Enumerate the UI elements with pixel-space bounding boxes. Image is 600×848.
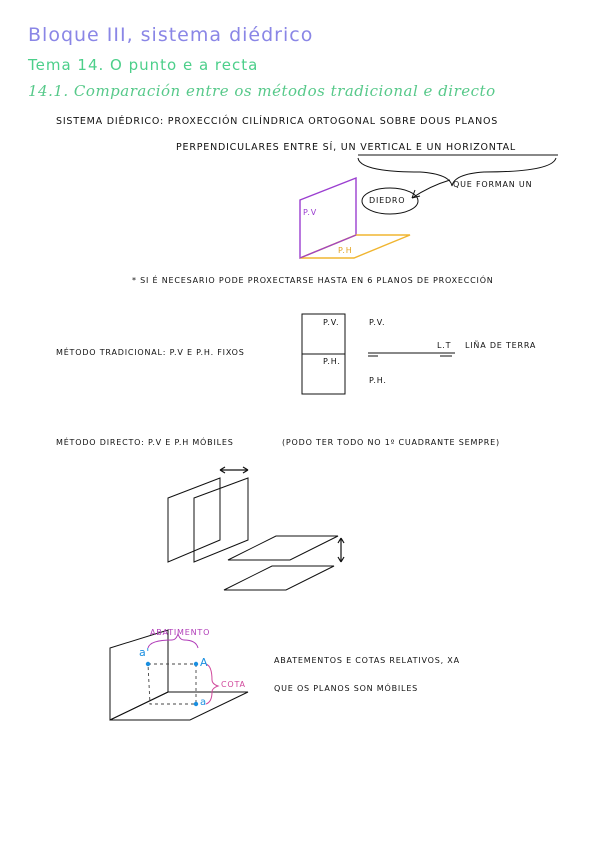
topic-heading: Tema 14. O punto e a recta [28, 56, 259, 74]
block-heading: Bloque III, sistema diédrico [28, 24, 314, 46]
a-prime-label: a' [139, 646, 150, 659]
direct-label: MÉTODO DIRECTO: P.V E P.H MÓBILES [56, 438, 234, 447]
planes-note: * SI É NECESARIO PODE PROXECTARSE HASTA EN 6 PLANOS DE PROXECCIÓN [132, 276, 494, 285]
point-A [194, 662, 198, 666]
a-label: a [200, 697, 207, 708]
cota-label: COTA [221, 680, 246, 689]
point-a-prime [146, 662, 150, 666]
point-a [194, 702, 198, 706]
traditional-label: MÉTODO TRADICIONAL: P.V E P.H. FIXOS [56, 348, 245, 357]
pv-plane-label: P.V [303, 208, 317, 217]
ph-plane-label: P.H [338, 246, 353, 255]
diedro-label: DIEDRO [369, 196, 406, 205]
lt-label: L.T [437, 341, 452, 350]
direct-note: (PODO TER TODO NO 1º CUADRANTE SEMPRE) [282, 438, 500, 447]
definition-line2: PERPENDICULARES ENTRE SÍ, UN VERTICAL E UN HORIZONTAL [176, 142, 516, 153]
relative-line2: QUE OS PLANOS SON MÓBILES [274, 684, 419, 693]
pv-label: P.V. [369, 318, 386, 327]
A-label: A [200, 656, 209, 669]
forms-text: QUE FORMAN UN [453, 180, 533, 189]
section-heading: 14.1. Comparación entre os métodos tradicional e directo [28, 82, 496, 100]
lt-name: LIÑA DE TERRA [465, 341, 537, 350]
relative-line1: ABATEMENTOS E COTAS RELATIVOS, XA [274, 656, 460, 665]
pv-box-label: P.V. [323, 318, 340, 327]
definition-line1: SISTEMA DIÉDRICO: PROXECCIÓN CILÍNDRICA ORTOGONAL SOBRE DOUS PLANOS [56, 116, 499, 127]
abatimento-label: ABATIMENTO [150, 628, 211, 637]
ph-label: P.H. [369, 376, 387, 385]
ph-box-label: P.H. [323, 357, 341, 366]
